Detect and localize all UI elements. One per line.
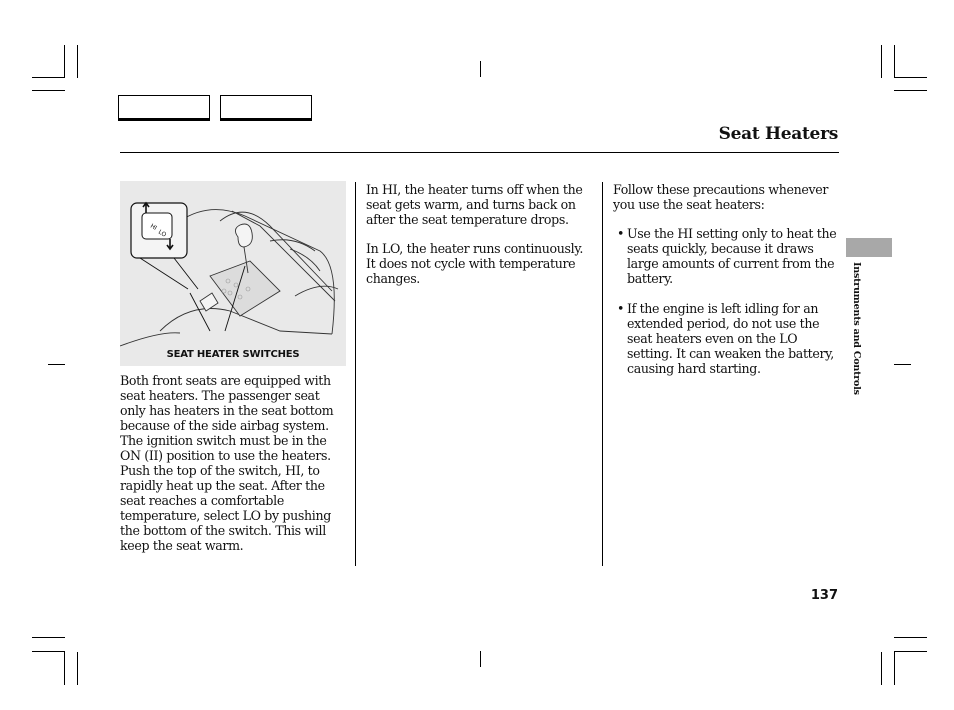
list-item-text: If the engine is left idling for an extended period, do not use the seat heaters even on the LO setting. It can weaken the battery, causing hard starting. <box>627 301 834 376</box>
page-number: 137 <box>810 588 838 603</box>
figure-caption: SEAT HEATER SWITCHES <box>166 349 300 360</box>
column2-paragraph-2: In LO, the heater runs continuously. It does not cycle with temperature changes. <box>366 241 584 286</box>
nav-button-2[interactable] <box>220 95 312 121</box>
list-item <box>614 301 842 376</box>
console-drawing <box>120 181 346 366</box>
column2-paragraph-1: In HI, the heater turns off when the seat gets warm, and turns back on after the seat temperature drops. <box>366 182 583 227</box>
seat-heater-illustration <box>120 181 346 366</box>
svg-text:LO: LO <box>157 228 168 239</box>
section-tab-label: Instruments and Controls <box>851 262 862 395</box>
list-item <box>614 226 842 286</box>
bullet-icon: • <box>617 226 625 241</box>
column-divider-1 <box>355 182 356 566</box>
list-item-text: Use the HI setting only to heat the seats quickly, because it draws large amounts of current from the battery. <box>627 226 837 286</box>
title-divider <box>120 152 839 153</box>
bullet-icon: • <box>617 301 625 316</box>
precautions-list <box>614 226 842 391</box>
svg-text:HI: HI <box>149 222 158 232</box>
page-title: Seat Heaters <box>718 124 838 144</box>
section-tab-marker <box>846 238 892 257</box>
column-divider-2 <box>602 182 603 566</box>
column3-intro: Follow these precautions whenever you use the seat heaters: <box>613 182 828 212</box>
column1-paragraph: Both front seats are equipped with seat heaters. The passenger seat only has heaters in the seat bottom because of the side airbag system. The ignition switch must be in the ON (II) position to use the heaters. Push the top of the switch, HI, to rapidly heat up the seat. After the seat reaches a comfortable temperature, select LO by pushing the bottom of the switch. This will keep the seat warm. <box>120 373 334 553</box>
nav-button-1[interactable] <box>118 95 210 121</box>
